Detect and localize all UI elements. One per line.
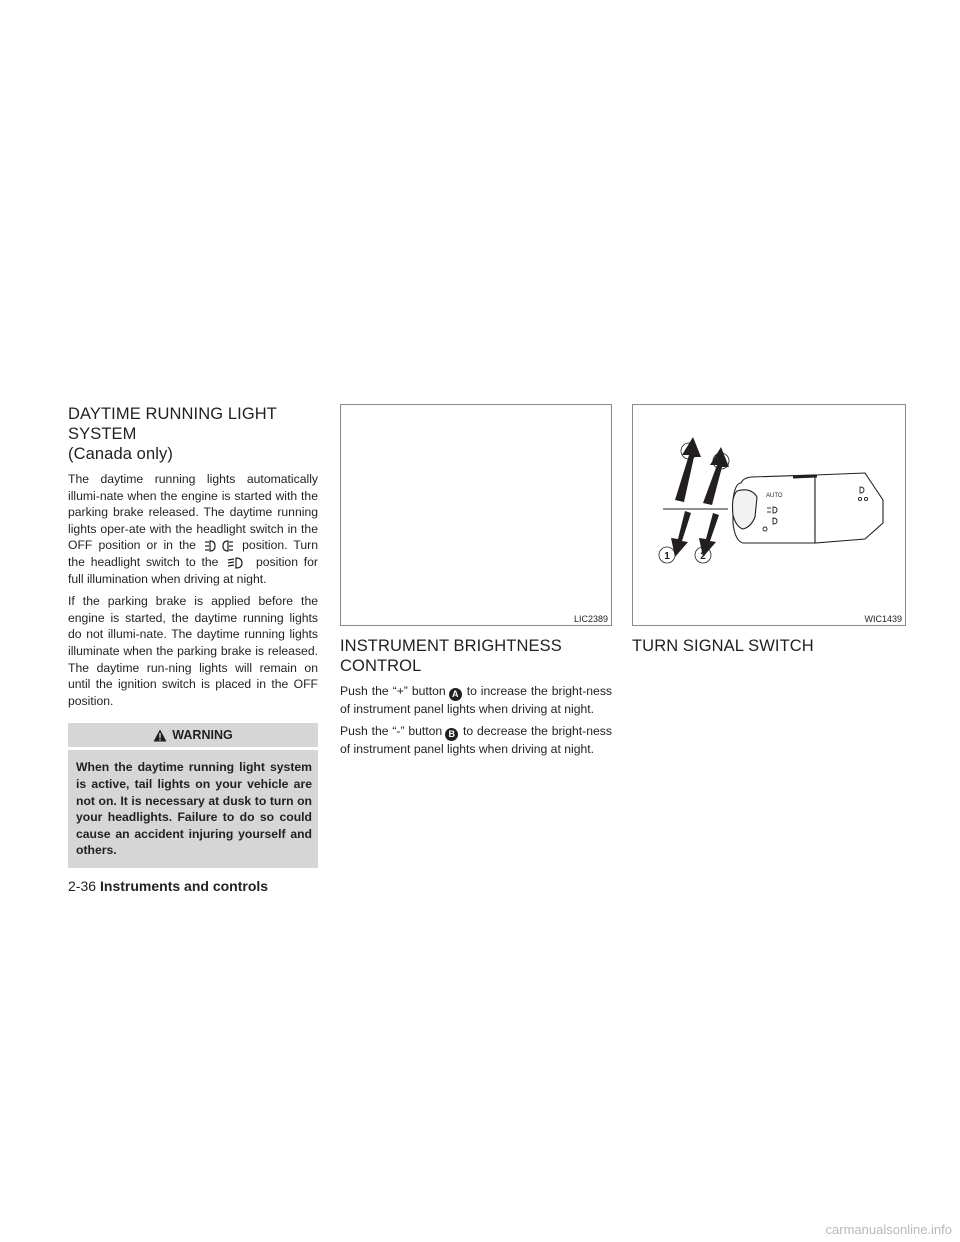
turn-signal-heading: TURN SIGNAL SWITCH [632, 637, 814, 655]
brightness-paragraph-2: Push the “-” button B to decrease the bright-ness of instrument panel lights when driving at night. [340, 724, 612, 757]
drl-title-line1: DAYTIME RUNNING LIGHT SYSTEM [68, 405, 277, 443]
page-number: 2-36 [68, 878, 97, 894]
drl-title-line2: (Canada only) [68, 445, 173, 463]
headlight-icon [226, 557, 248, 569]
warning-label: WARNING [172, 728, 233, 743]
callout-1-bottom: 1 [664, 551, 670, 562]
drl-section [68, 404, 318, 868]
switch-auto-label: AUTO [766, 493, 783, 499]
turn-signal-section [632, 404, 906, 663]
brightness-heading: INSTRUMENT BRIGHTNESS CONTROL [340, 637, 562, 675]
side-marker-lamp-icon [204, 540, 234, 552]
marker-a: A [449, 688, 462, 701]
callout-2-top: 2 [718, 457, 724, 468]
drl-paragraph-2: If the parking brake is applied before the engine is started, the daytime running lights do not illumi-nate. The daytime running lights illuminate when the parking brake is released. The daytime run-ning lights will remain on until the ignition switch is placed in the OFF position. [68, 594, 318, 708]
brightness-figure [340, 404, 612, 626]
drl-heading [68, 404, 318, 464]
marker-b: B [445, 728, 458, 741]
brightness-section [340, 404, 612, 764]
section-name: Instruments and controls [100, 878, 269, 894]
page-footer [68, 878, 268, 894]
callout-1-top: 1 [686, 447, 692, 458]
turn-signal-illustration [633, 405, 905, 625]
callout-2-bottom: 2 [700, 551, 706, 562]
warning-header [68, 723, 318, 747]
watermark: carmanualsonline.info [825, 1222, 952, 1237]
brightness-paragraph-1: Push the “+” button A to increase the bright-ness of instrument panel lights when driving at night. [340, 684, 613, 716]
figure-code: LIC2389 [573, 614, 608, 624]
figure-code: WIC1439 [864, 614, 902, 624]
turn-signal-figure [632, 404, 906, 626]
warning-text: When the daytime running light system is active, tail lights on your vehicle are not on. It is necessary at dusk to turn on your headlights. Failure to do so could cause an accident injuring yourself and others. [68, 750, 318, 868]
warning-triangle-icon [153, 729, 167, 742]
drl-paragraph-1: The daytime running lights automatically illumi-nate when the engine is started with the parking brake released. The daytime running lights oper-ate with the headlight switch in the OFF position or in the position. Turn the headlight switch to the position for full illumination when driving at night. [68, 472, 319, 586]
